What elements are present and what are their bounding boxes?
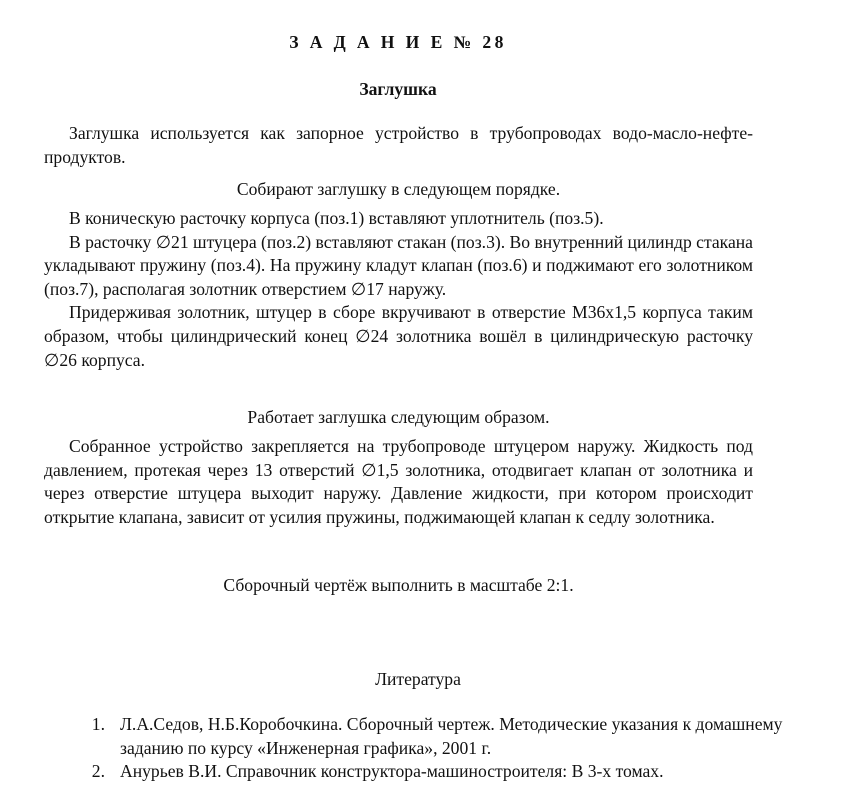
- list-item-text: Анурьев В.И. Справочник конструктора-машиностроителя: В 3-х томах.: [120, 761, 664, 782]
- list-item-number: 2.: [91, 761, 105, 782]
- literature-list: [44, 713, 784, 784]
- assembly-step-1: В коническую расточку корпуса (поз.1) вставляют уплотнитель (поз.5).: [69, 208, 604, 228]
- assignment-subtitle: Заглушка: [359, 79, 437, 99]
- list-item-text: Л.А.Седов, Н.Б.Коробочкина. Сборочный чертеж. Методические указания к домашнему заданию по курсу «Инженерная графика», 2001 г.: [120, 714, 783, 758]
- scale-note: Сборочный чертёж выполнить в масштабе 2:1.: [223, 575, 574, 595]
- operation-heading: Работает заглушка следующим образом.: [247, 407, 550, 427]
- assembly-steps: [44, 207, 753, 372]
- list-item-number: 1.: [91, 714, 105, 734]
- list-item: [44, 713, 784, 760]
- assignment-title: З А Д А Н И Е № 28: [289, 32, 507, 52]
- assembly-step-2: В расточку ∅21 штуцера (поз.2) вставляют стакан (поз.3). Во внутренний цилиндр стакана укладывают пружину (поз.4). На пружину кладут клапан (поз.6) и поджимают его золотником (поз.7), располагая золотник отверстием ∅17 наружу.: [44, 231, 753, 299]
- intro-block: [44, 122, 753, 169]
- list-item: [44, 760, 784, 784]
- operation-section: [44, 406, 753, 430]
- assembly-section: [44, 178, 753, 202]
- scale-section: [44, 574, 753, 598]
- assembly-heading: Собирают заглушку в следующем порядке.: [236, 179, 561, 199]
- operation-paragraph: Собранное устройство закрепляется на трубопроводе штуцером наружу. Жидкость под давлением, протекая через 13 отверстий ∅1,5 золотника, отодвигает клапан от золотника и через отверстие штуцера выходит наружу. Давление жидкости, при котором происходит открытие клапана, зависит от усилия пружины, поджимающей клапан к седлу золотника.: [44, 436, 753, 527]
- assembly-step-3: Придерживая золотник, штуцер в сборе вкручивают в отверстие М36х1,5 корпуса таким образом, чтобы цилиндрический конец ∅24 золотника вошёл в цилиндрическую расточку ∅26 корпуса.: [44, 302, 753, 370]
- literature-heading: Литература: [375, 669, 461, 689]
- intro-paragraph: Заглушка используется как запорное устройство в трубопроводах водо-масло-нефте-продуктов.: [44, 123, 753, 167]
- operation-block: [44, 435, 753, 529]
